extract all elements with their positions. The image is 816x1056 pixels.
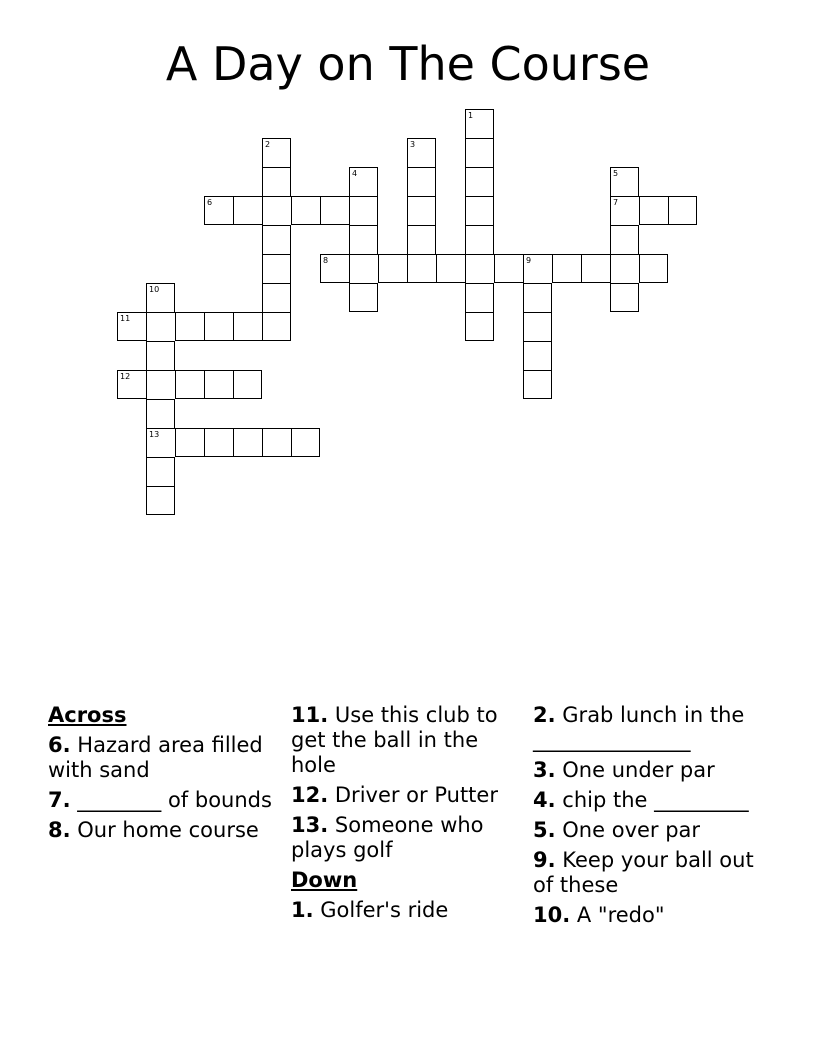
crossword-cell[interactable] [668,196,697,225]
crossword-cell[interactable] [407,225,436,254]
crossword-cell[interactable] [465,167,494,196]
page-title: A Day on The Course [165,37,651,91]
cell-number: 7 [613,198,619,207]
clue-text: Driver or Putter [334,783,498,807]
crossword-cell[interactable] [146,486,175,515]
clue-column-2 [291,703,521,928]
clue-down-1 [291,898,521,923]
clue-number: 12. [291,783,329,807]
crossword-cell[interactable] [262,254,291,283]
crossword-cell[interactable] [233,196,262,225]
crossword-cell[interactable] [639,196,668,225]
crossword-cell[interactable] [204,370,233,399]
crossword-cell[interactable] [581,254,610,283]
crossword-cell[interactable] [349,283,378,312]
crossword-cell[interactable] [639,254,668,283]
crossword-cell[interactable] [175,370,204,399]
cell-number: 4 [352,169,358,178]
crossword-cell[interactable] [552,254,581,283]
clue-number: 5. [533,818,556,842]
clue-across-7 [48,788,278,813]
crossword-cell[interactable] [407,254,436,283]
crossword-cell[interactable] [465,138,494,167]
crossword-cell[interactable] [262,225,291,254]
crossword-cell[interactable] [610,283,639,312]
crossword-cell[interactable] [146,341,175,370]
cell-number: 9 [526,256,532,265]
cell-number: 6 [207,198,213,207]
cell-number: 8 [323,256,329,265]
crossword-cell[interactable] [262,196,291,225]
clue-down-3 [533,758,763,783]
clue-across-12 [291,783,521,808]
clue-text: One under par [562,758,715,782]
crossword-cell[interactable] [349,254,378,283]
crossword-cell[interactable] [523,254,552,283]
clue-down-5 [533,818,763,843]
crossword-cell[interactable] [610,196,639,225]
clue-column-3 [533,703,763,933]
across-heading: Across [48,703,127,727]
crossword-cell[interactable] [233,312,262,341]
crossword-cell[interactable] [494,254,523,283]
clue-number: 7. [48,788,71,812]
crossword-cell[interactable] [291,428,320,457]
clue-number: 4. [533,788,556,812]
clue-text: Our home course [77,818,259,842]
cell-number: 5 [613,169,619,178]
crossword-cell[interactable] [465,196,494,225]
clue-text: Keep your ball out of these [533,848,754,897]
cell-number: 3 [410,140,416,149]
down-heading: Down [291,868,358,892]
clue-number: 1. [291,898,314,922]
crossword-cell[interactable] [117,370,146,399]
clue-text: Use this club to get the ball in the hole [291,703,498,777]
crossword-cell[interactable] [262,138,291,167]
crossword-cell[interactable] [262,312,291,341]
crossword-cell[interactable] [523,312,552,341]
crossword-cell[interactable] [523,370,552,399]
crossword-cell[interactable] [349,225,378,254]
crossword-cell[interactable] [407,167,436,196]
clue-across-13 [291,813,521,863]
crossword-cell[interactable] [523,283,552,312]
clue-column-1 [48,703,278,848]
clue-number: 6. [48,733,71,757]
crossword-cell[interactable] [349,196,378,225]
clue-across-11 [291,703,521,778]
crossword-cell[interactable] [146,399,175,428]
cell-number: 13 [149,430,160,439]
clue-text: chip the _________ [562,788,749,812]
clue-down-4 [533,788,763,813]
crossword-cell[interactable] [175,312,204,341]
clue-down-9 [533,848,763,898]
clue-text: A "redo" [576,903,665,927]
crossword-cell[interactable] [175,428,204,457]
clue-number: 8. [48,818,71,842]
clue-text: ________ of bounds [77,788,272,812]
crossword-cell[interactable] [465,109,494,138]
crossword-cell[interactable] [233,428,262,457]
crossword-cell[interactable] [146,370,175,399]
clue-text: Golfer's ride [320,898,449,922]
crossword-cell[interactable] [117,312,146,341]
crossword-cell[interactable] [610,225,639,254]
clue-down-2 [533,703,763,753]
crossword-cell[interactable] [610,254,639,283]
crossword-cell[interactable] [465,225,494,254]
crossword-cell[interactable] [204,196,233,225]
crossword-cell[interactable] [378,254,407,283]
clue-number: 10. [533,903,571,927]
clue-number: 11. [291,703,329,727]
crossword-cell[interactable] [523,341,552,370]
crossword-cell[interactable] [146,312,175,341]
crossword-cell[interactable] [407,138,436,167]
clue-across-6 [48,733,278,783]
crossword-cell[interactable] [204,312,233,341]
clue-down-10 [533,903,763,928]
crossword-cell[interactable] [146,457,175,486]
crossword-cell[interactable] [233,370,262,399]
cell-number: 10 [149,285,160,294]
crossword-cell[interactable] [262,428,291,457]
clue-number: 3. [533,758,556,782]
crossword-cell[interactable] [465,312,494,341]
crossword-cell[interactable] [262,167,291,196]
crossword-cell[interactable] [146,428,175,457]
clue-number: 13. [291,813,329,837]
clue-number: 2. [533,703,556,727]
clue-text: Someone who plays golf [291,813,484,862]
cell-number: 2 [265,140,271,149]
clue-across-8 [48,818,278,843]
clue-text: Grab lunch in the _______________ [533,703,745,752]
crossword-cell[interactable] [436,254,465,283]
crossword-cell[interactable] [610,167,639,196]
crossword-cell[interactable] [204,428,233,457]
crossword-cell[interactable] [320,196,349,225]
crossword-cell[interactable] [465,283,494,312]
cell-number: 12 [120,372,131,381]
crossword-cell[interactable] [465,254,494,283]
crossword-cell[interactable] [291,196,320,225]
clue-number: 9. [533,848,556,872]
crossword-cell[interactable] [262,283,291,312]
crossword-cell[interactable] [407,196,436,225]
clue-text: One over par [562,818,701,842]
crossword-cell[interactable] [146,283,175,312]
cell-number: 1 [468,111,474,120]
crossword-cell[interactable] [320,254,349,283]
crossword-cell[interactable] [349,167,378,196]
cell-number: 11 [120,314,131,323]
clue-text: Hazard area filled with sand [48,733,263,782]
